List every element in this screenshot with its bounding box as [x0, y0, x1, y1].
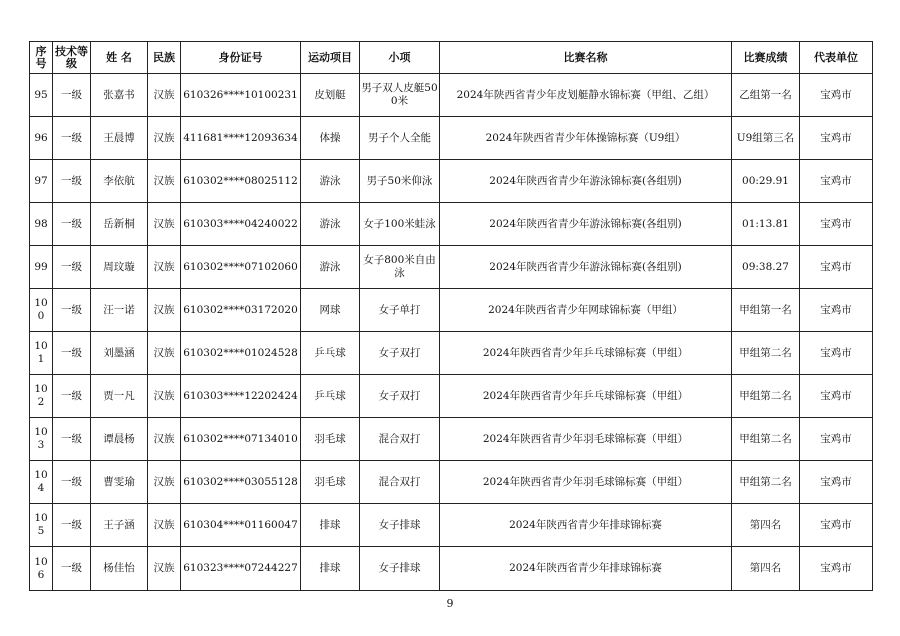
cell-competition: 2024年陕西省青少年乒乓球锦标赛（甲组）: [440, 375, 732, 418]
cell-name: 谭晨杨: [91, 418, 148, 461]
cell-seq: 106: [30, 547, 53, 591]
cell-sport: 体操: [301, 117, 360, 160]
cell-seq: 100: [30, 289, 53, 332]
cell-ethnicity: 汉族: [148, 547, 181, 591]
cell-result: 00:29.91: [732, 160, 800, 203]
cell-level: 一级: [53, 74, 91, 117]
cell-result: 甲组第二名: [732, 375, 800, 418]
header-ethnicity: 民族: [148, 42, 181, 74]
cell-level: 一级: [53, 504, 91, 547]
cell-level: 一级: [53, 461, 91, 504]
cell-event: 混合双打: [360, 418, 440, 461]
cell-id-number: 610302****03055128: [181, 461, 301, 504]
cell-unit: 宝鸡市: [800, 547, 873, 591]
cell-competition: 2024年陕西省青少年皮划艇静水锦标赛（甲组、乙组）: [440, 74, 732, 117]
cell-unit: 宝鸡市: [800, 375, 873, 418]
cell-unit: 宝鸡市: [800, 332, 873, 375]
cell-event: 女子800米自由泳: [360, 246, 440, 289]
cell-seq: 98: [30, 203, 53, 246]
cell-result: 甲组第一名: [732, 289, 800, 332]
athlete-roster-table: [29, 41, 873, 591]
cell-name: 汪一诺: [91, 289, 148, 332]
cell-competition: 2024年陕西省青少年排球锦标赛: [440, 547, 732, 591]
cell-competition: 2024年陕西省青少年羽毛球锦标赛（甲组）: [440, 461, 732, 504]
cell-result: 乙组第一名: [732, 74, 800, 117]
cell-event: 女子双打: [360, 332, 440, 375]
cell-sport: 排球: [301, 504, 360, 547]
cell-ethnicity: 汉族: [148, 203, 181, 246]
cell-result: 甲组第二名: [732, 461, 800, 504]
cell-sport: 羽毛球: [301, 461, 360, 504]
cell-sport: 乒乓球: [301, 332, 360, 375]
cell-name: 李依航: [91, 160, 148, 203]
cell-event: 男子个人全能: [360, 117, 440, 160]
table-row: [30, 203, 873, 246]
cell-id-number: 610302****07102060: [181, 246, 301, 289]
cell-sport: 网球: [301, 289, 360, 332]
cell-id-number: 610303****12202424: [181, 375, 301, 418]
header-unit: 代表单位: [800, 42, 873, 74]
header-id-number: 身份证号: [181, 42, 301, 74]
cell-seq: 105: [30, 504, 53, 547]
cell-result: 甲组第二名: [732, 332, 800, 375]
table-row: [30, 160, 873, 203]
cell-sport: 排球: [301, 547, 360, 591]
cell-ethnicity: 汉族: [148, 375, 181, 418]
cell-result: 甲组第二名: [732, 418, 800, 461]
cell-result: 01:13.81: [732, 203, 800, 246]
table-row: [30, 117, 873, 160]
cell-unit: 宝鸡市: [800, 289, 873, 332]
table-row: [30, 418, 873, 461]
cell-competition: 2024年陕西省青少年体操锦标赛（U9组）: [440, 117, 732, 160]
cell-competition: 2024年陕西省青少年网球锦标赛（甲组）: [440, 289, 732, 332]
cell-unit: 宝鸡市: [800, 418, 873, 461]
cell-id-number: 610302****08025112: [181, 160, 301, 203]
cell-unit: 宝鸡市: [800, 504, 873, 547]
cell-result: 第四名: [732, 547, 800, 591]
cell-name: 刘墨涵: [91, 332, 148, 375]
cell-seq: 96: [30, 117, 53, 160]
cell-seq: 104: [30, 461, 53, 504]
cell-level: 一级: [53, 375, 91, 418]
cell-ethnicity: 汉族: [148, 289, 181, 332]
cell-competition: 2024年陕西省青少年游泳锦标赛(各组别): [440, 203, 732, 246]
cell-level: 一级: [53, 203, 91, 246]
cell-ethnicity: 汉族: [148, 504, 181, 547]
table-row: [30, 332, 873, 375]
cell-event: 女子双打: [360, 375, 440, 418]
cell-id-number: 610302****03172020: [181, 289, 301, 332]
cell-ethnicity: 汉族: [148, 74, 181, 117]
cell-level: 一级: [53, 160, 91, 203]
cell-ethnicity: 汉族: [148, 418, 181, 461]
cell-result: U9组第三名: [732, 117, 800, 160]
header-event: 小项: [360, 42, 440, 74]
cell-name: 王晨博: [91, 117, 148, 160]
cell-name: 周玟璇: [91, 246, 148, 289]
header-sport: 运动项目: [301, 42, 360, 74]
cell-name: 杨佳怡: [91, 547, 148, 591]
cell-level: 一级: [53, 418, 91, 461]
cell-competition: 2024年陕西省青少年排球锦标赛: [440, 504, 732, 547]
cell-id-number: 610304****01160047: [181, 504, 301, 547]
cell-level: 一级: [53, 547, 91, 591]
cell-name: 贾一凡: [91, 375, 148, 418]
cell-unit: 宝鸡市: [800, 74, 873, 117]
table-row: [30, 375, 873, 418]
cell-sport: 游泳: [301, 246, 360, 289]
cell-sport: 游泳: [301, 203, 360, 246]
table-row: [30, 289, 873, 332]
cell-competition: 2024年陕西省青少年游泳锦标赛(各组别): [440, 246, 732, 289]
cell-unit: 宝鸡市: [800, 246, 873, 289]
cell-id-number: 610303****04240022: [181, 203, 301, 246]
cell-name: 岳新桐: [91, 203, 148, 246]
cell-ethnicity: 汉族: [148, 117, 181, 160]
cell-seq: 95: [30, 74, 53, 117]
cell-unit: 宝鸡市: [800, 160, 873, 203]
cell-unit: 宝鸡市: [800, 461, 873, 504]
cell-name: 张嘉书: [91, 74, 148, 117]
cell-sport: 乒乓球: [301, 375, 360, 418]
cell-seq: 99: [30, 246, 53, 289]
cell-id-number: 610302****07134010: [181, 418, 301, 461]
cell-id-number: 610326****10100231: [181, 74, 301, 117]
cell-ethnicity: 汉族: [148, 160, 181, 203]
cell-competition: 2024年陕西省青少年羽毛球锦标赛（甲组）: [440, 418, 732, 461]
cell-unit: 宝鸡市: [800, 117, 873, 160]
cell-event: 混合双打: [360, 461, 440, 504]
header-result: 比赛成绩: [732, 42, 800, 74]
cell-name: 王子涵: [91, 504, 148, 547]
cell-seq: 103: [30, 418, 53, 461]
table-row: [30, 246, 873, 289]
cell-event: 女子100米蛙泳: [360, 203, 440, 246]
cell-name: 曹雯瑜: [91, 461, 148, 504]
table-row: [30, 74, 873, 117]
header-level: 技术等级: [53, 42, 91, 74]
cell-id-number: 610323****07244227: [181, 547, 301, 591]
cell-event: 女子单打: [360, 289, 440, 332]
cell-sport: 皮划艇: [301, 74, 360, 117]
cell-competition: 2024年陕西省青少年乒乓球锦标赛（甲组）: [440, 332, 732, 375]
cell-event: 女子排球: [360, 547, 440, 591]
cell-sport: 游泳: [301, 160, 360, 203]
cell-seq: 101: [30, 332, 53, 375]
cell-ethnicity: 汉族: [148, 246, 181, 289]
cell-ethnicity: 汉族: [148, 332, 181, 375]
table-header-row: [30, 42, 873, 74]
cell-unit: 宝鸡市: [800, 203, 873, 246]
page-number: 9: [446, 597, 454, 610]
header-name: 姓 名: [91, 42, 148, 74]
cell-result: 09:38.27: [732, 246, 800, 289]
cell-level: 一级: [53, 332, 91, 375]
cell-seq: 102: [30, 375, 53, 418]
cell-result: 第四名: [732, 504, 800, 547]
cell-id-number: 411681****12093634: [181, 117, 301, 160]
table-row: [30, 547, 873, 591]
table-row: [30, 504, 873, 547]
cell-competition: 2024年陕西省青少年游泳锦标赛(各组别): [440, 160, 732, 203]
cell-level: 一级: [53, 289, 91, 332]
cell-event: 女子排球: [360, 504, 440, 547]
cell-level: 一级: [53, 246, 91, 289]
cell-event: 男子50米仰泳: [360, 160, 440, 203]
header-competition: 比赛名称: [440, 42, 732, 74]
cell-sport: 羽毛球: [301, 418, 360, 461]
cell-seq: 97: [30, 160, 53, 203]
cell-level: 一级: [53, 117, 91, 160]
cell-event: 男子双人皮艇500米: [360, 74, 440, 117]
header-seq: 序号: [30, 42, 53, 74]
table-row: [30, 461, 873, 504]
cell-ethnicity: 汉族: [148, 461, 181, 504]
cell-id-number: 610302****01024528: [181, 332, 301, 375]
